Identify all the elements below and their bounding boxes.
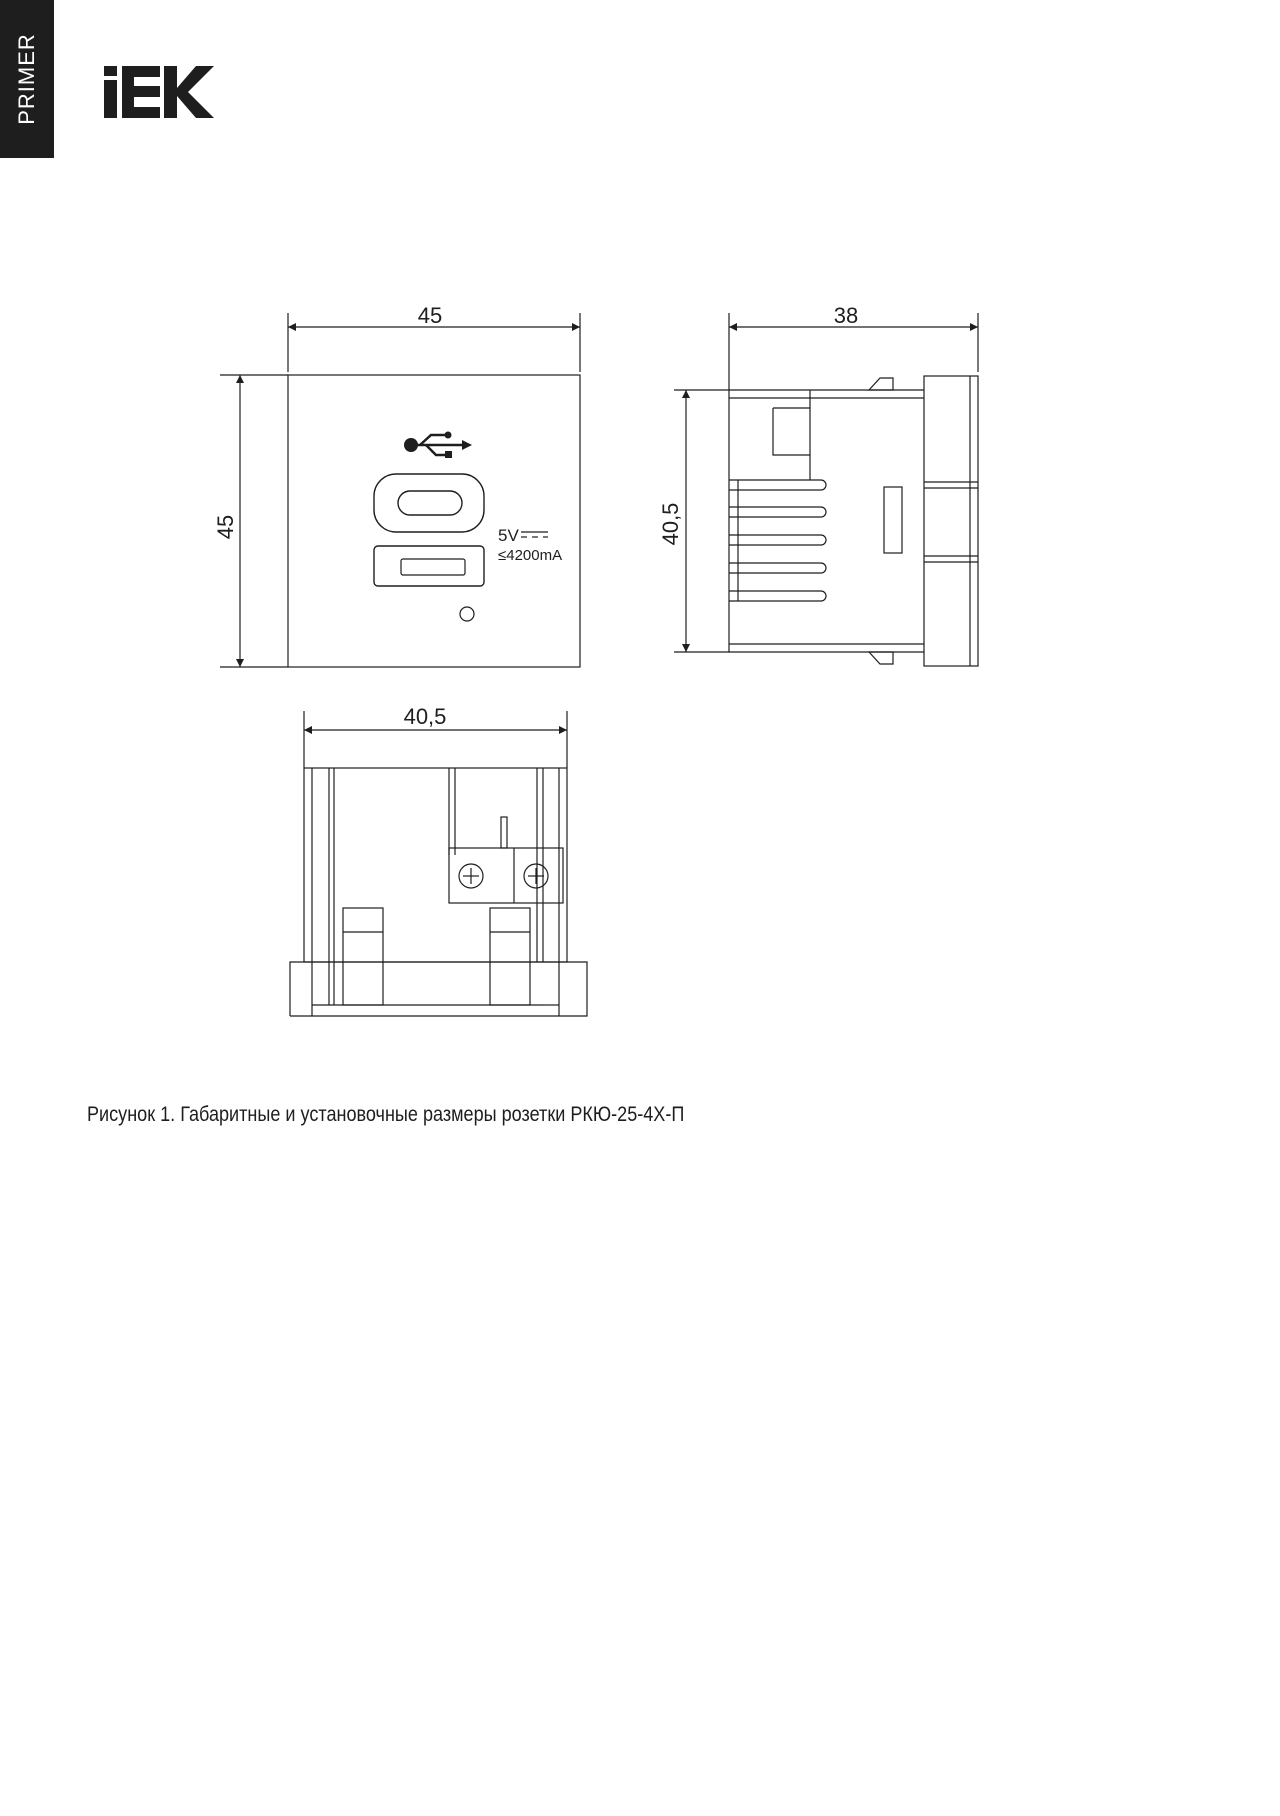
usb-c-port bbox=[374, 474, 484, 532]
side-height-label: 40,5 bbox=[658, 502, 683, 546]
side-tab-label: PRIMER bbox=[14, 33, 39, 125]
bottom-width-label: 40,5 bbox=[403, 704, 447, 729]
bottom-leg-right bbox=[490, 908, 530, 1005]
usb-symbol-icon bbox=[404, 432, 472, 459]
side-body bbox=[729, 390, 924, 652]
led-indicator bbox=[460, 607, 474, 621]
rating-current: ≤4200mA bbox=[498, 547, 563, 564]
side-latch-window bbox=[884, 487, 902, 553]
figure-caption: Рисунок 1. Габаритные и установочные размеры розетки РКЮ-25-4Х-П bbox=[87, 1103, 685, 1126]
usb-a-port bbox=[374, 546, 484, 586]
side-view bbox=[674, 313, 978, 666]
front-height-label: 45 bbox=[213, 514, 238, 540]
rating-voltage: 5V bbox=[498, 526, 519, 545]
side-depth-label: 38 bbox=[833, 303, 859, 328]
front-width-label: 45 bbox=[417, 303, 443, 328]
bottom-view bbox=[290, 711, 587, 1016]
bottom-leg-left bbox=[343, 908, 383, 1005]
front-plate bbox=[288, 375, 580, 667]
front-view bbox=[220, 313, 580, 667]
side-ribs bbox=[729, 480, 826, 601]
